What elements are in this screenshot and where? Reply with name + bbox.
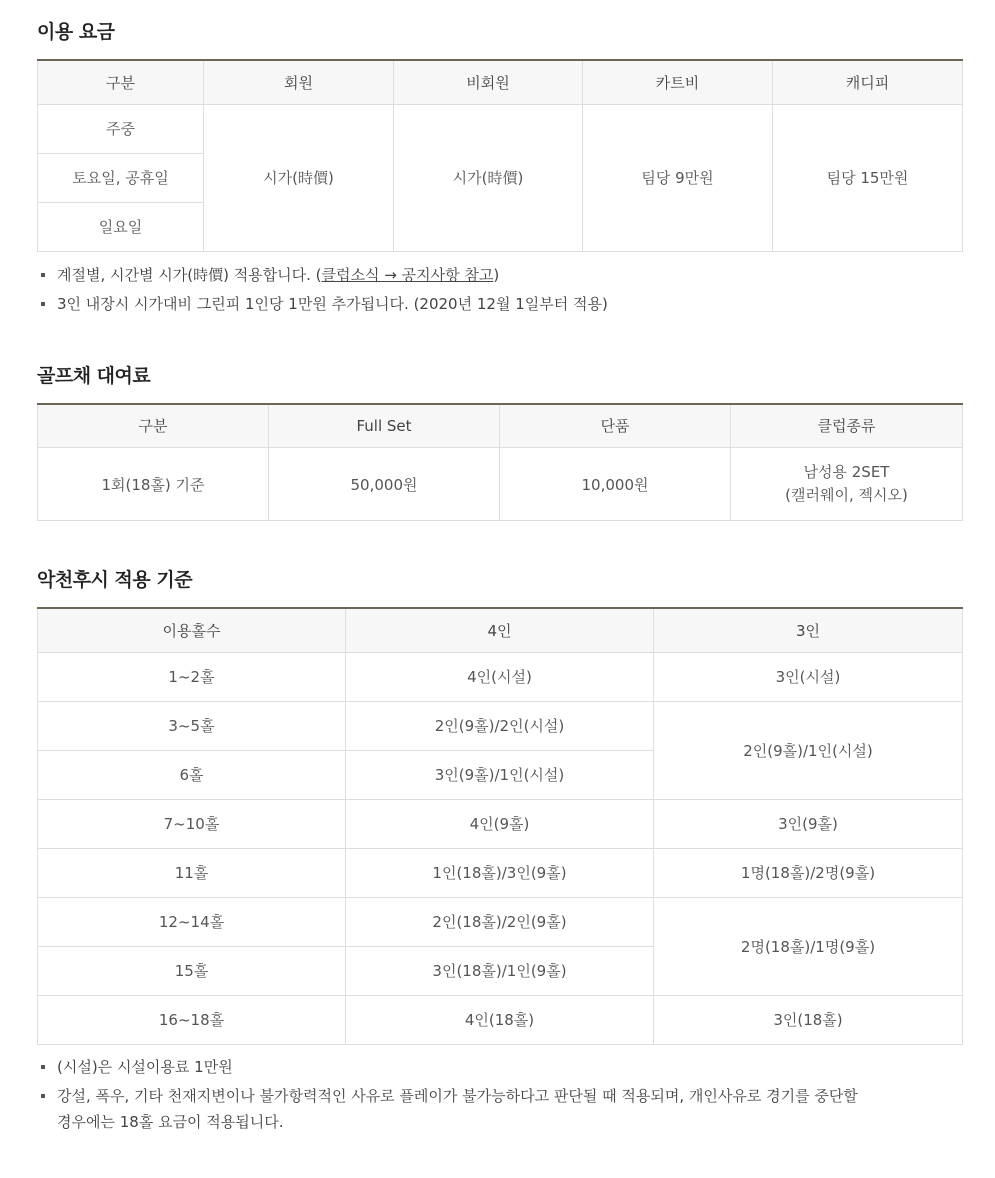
- three-players-cell: 3인(시설): [654, 652, 963, 701]
- four-players-cell: 3인(9홀)/1인(시설): [346, 750, 654, 799]
- four-players-cell: 4인(시설): [346, 652, 654, 701]
- four-players-cell: 3인(18홀)/1인(9홀): [346, 946, 654, 995]
- caddie-fee: 팀당 15만원: [773, 104, 963, 251]
- fee-note-seasonal-close: ): [493, 265, 500, 284]
- club-type-line2: (캘러웨이, 젝시오): [785, 486, 908, 504]
- weather-note-facility-fee: (시설)은 시설이용료 1만원: [37, 1054, 962, 1080]
- rental-full-set-price: 50,000원: [269, 448, 500, 521]
- rental-club-type: [731, 448, 963, 521]
- fee-header-caddie: 캐디피: [773, 60, 963, 104]
- fee-table: [37, 59, 963, 252]
- rental-header-full-set: Full Set: [269, 404, 500, 448]
- rental-header-club-type: 클럽종류: [731, 404, 963, 448]
- holes-cell: 6홀: [38, 750, 346, 799]
- three-players-cell: 3인(18홀): [654, 995, 963, 1044]
- fee-table-header-row: [38, 60, 963, 104]
- holes-cell: 12~14홀: [38, 897, 346, 946]
- four-players-cell: 4인(9홀): [346, 799, 654, 848]
- three-players-cell: 3인(9홀): [654, 799, 963, 848]
- fee-header-nonmember: 비회원: [394, 60, 583, 104]
- table-row: [38, 799, 963, 848]
- fee-note-seasonal-text: 계절별, 시간별 시가(時價) 적용합니다. (: [57, 265, 322, 284]
- fee-header-member: 회원: [204, 60, 394, 104]
- day-saturday-holiday: 토요일, 공휴일: [38, 153, 204, 202]
- four-players-cell: 2인(18홀)/2인(9홀): [346, 897, 654, 946]
- four-players-cell: 4인(18홀): [346, 995, 654, 1044]
- four-players-cell: 1인(18홀)/3인(9홀): [346, 848, 654, 897]
- fee-header-category: 구분: [38, 60, 204, 104]
- holes-cell: 7~10홀: [38, 799, 346, 848]
- three-players-cell: 2명(18홀)/1명(9홀): [654, 897, 963, 995]
- cart-fee: 팀당 9만원: [583, 104, 773, 251]
- member-fee: 시가(時價): [204, 104, 394, 251]
- weather-table-header-row: [38, 608, 963, 652]
- four-players-cell: 2인(9홀)/2인(시설): [346, 701, 654, 750]
- fee-section-title: 이용 요금: [37, 21, 115, 43]
- rental-table: [37, 403, 963, 522]
- table-row: [38, 701, 963, 750]
- three-players-cell: 1명(18홀)/2명(9홀): [654, 848, 963, 897]
- three-players-cell: 2인(9홀)/1인(시설): [654, 701, 963, 799]
- weather-notes: [37, 1054, 962, 1135]
- rental-single-price: 10,000원: [500, 448, 731, 521]
- weather-header-four-players: 4인: [346, 608, 654, 652]
- rental-basis: 1회(18홀) 기준: [38, 448, 269, 521]
- page-content: [37, 0, 962, 1135]
- nonmember-fee: 시가(時價): [394, 104, 583, 251]
- rental-section-title: 골프채 대여료: [37, 364, 151, 387]
- table-row: [38, 104, 963, 153]
- rental-table-header-row: [38, 404, 963, 448]
- weather-section-title: 악천후시 적용 기준: [37, 569, 193, 591]
- fee-header-cart: 카트비: [583, 60, 773, 104]
- club-news-notice-link[interactable]: 클럽소식 → 공지사항 참고: [321, 265, 494, 284]
- weather-note-conditions-line1: 강설, 폭우, 기타 천재지변이나 불가항력적인 사유로 플레이가 불가능하다고 판단될 때 적용되며, 개인사유로 경기를 중단할: [57, 1086, 858, 1105]
- weather-header-holes: 이용홀수: [38, 608, 346, 652]
- weather-table: [37, 607, 963, 1045]
- weather-note-conditions-line2: 경우에는 18홀 요금이 적용됩니다.: [57, 1112, 284, 1131]
- table-row: [38, 897, 963, 946]
- table-row: [38, 652, 963, 701]
- holes-cell: 16~18홀: [38, 995, 346, 1044]
- table-row: [38, 848, 963, 897]
- weather-header-three-players: 3인: [654, 608, 963, 652]
- rental-header-single: 단품: [500, 404, 731, 448]
- holes-cell: 1~2홀: [38, 652, 346, 701]
- rental-header-category: 구분: [38, 404, 269, 448]
- weather-note-conditions: [37, 1083, 962, 1135]
- table-row: [38, 995, 963, 1044]
- club-type-line1: 남성용 2SET: [803, 463, 890, 481]
- day-weekday: 주중: [38, 104, 204, 153]
- fee-note-seasonal: [37, 262, 962, 288]
- day-sunday: 일요일: [38, 202, 204, 251]
- holes-cell: 15홀: [38, 946, 346, 995]
- holes-cell: 11홀: [38, 848, 346, 897]
- fee-notes: [37, 262, 962, 317]
- table-row: [38, 448, 963, 521]
- fee-note-three-players: 3인 내장시 시가대비 그린피 1인당 1만원 추가됩니다. (2020년 12월 1일부터 적용): [37, 291, 962, 317]
- holes-cell: 3~5홀: [38, 701, 346, 750]
